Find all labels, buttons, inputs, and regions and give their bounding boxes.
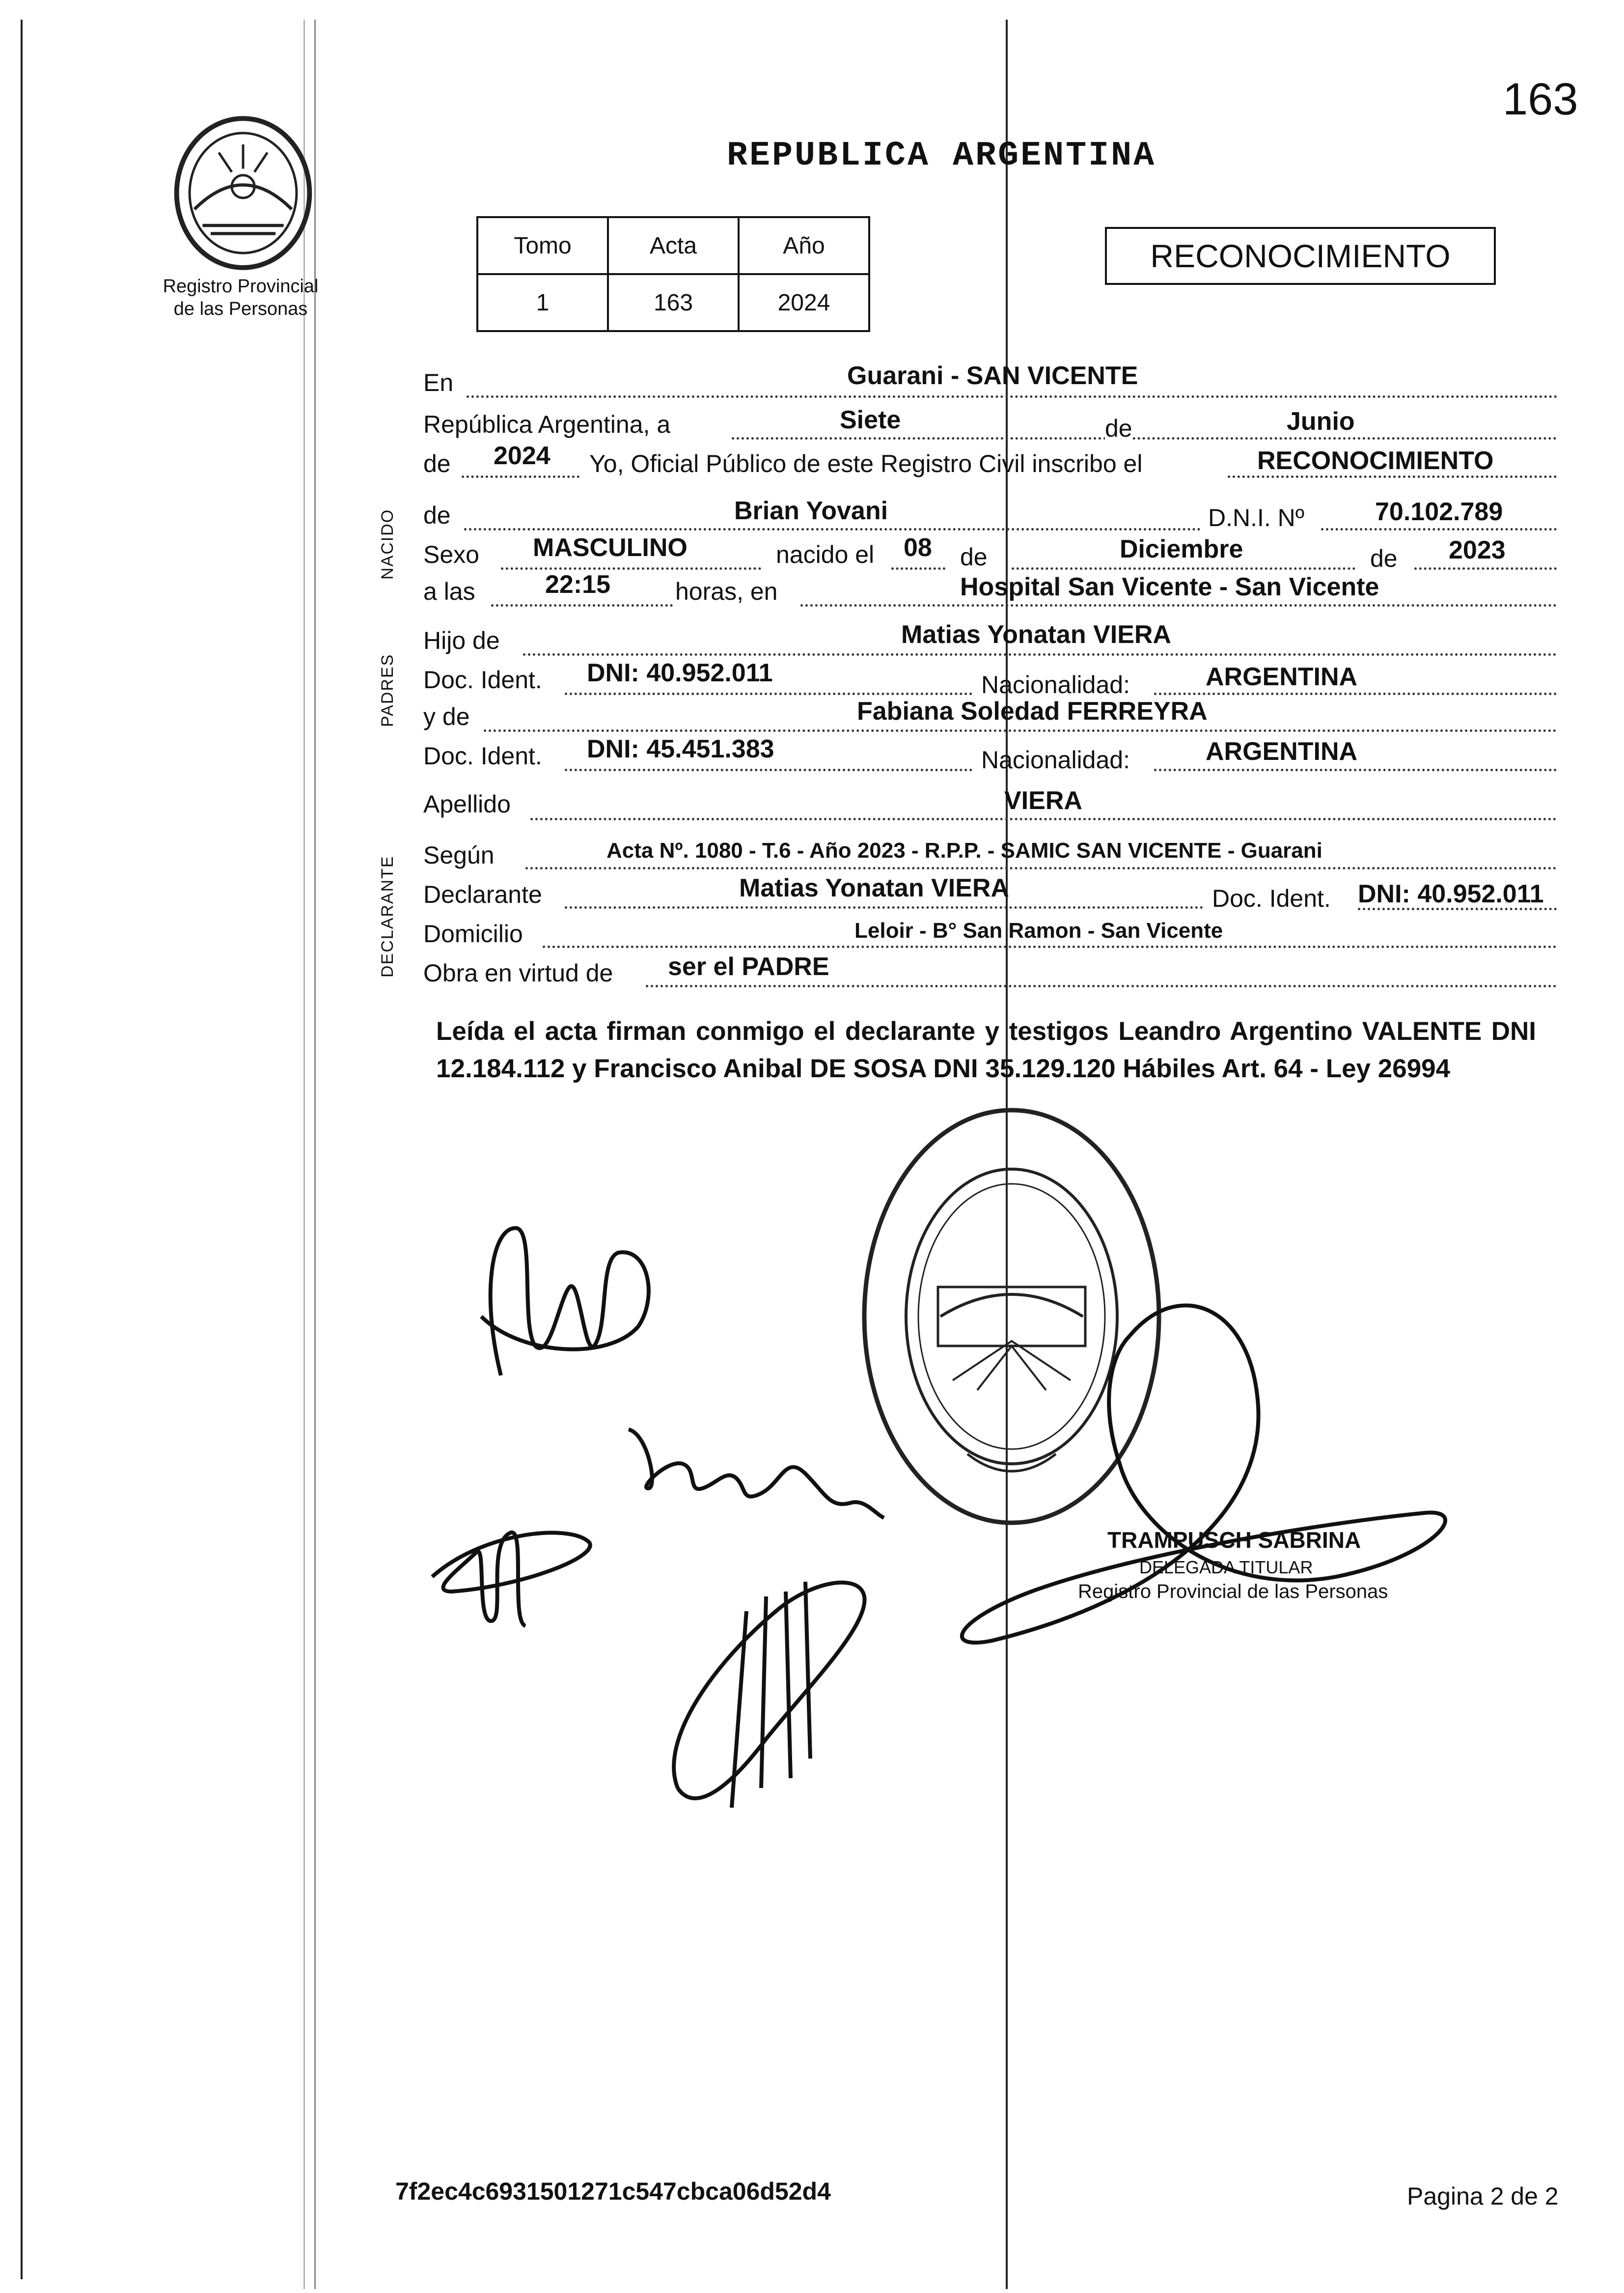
value-apellido: VIERA bbox=[1004, 786, 1082, 815]
label-segun: Según bbox=[423, 841, 495, 869]
dotted-line bbox=[464, 528, 1201, 531]
dotted-line bbox=[467, 395, 1558, 398]
value-dni: 70.102.789 bbox=[1375, 498, 1503, 526]
label-nac-madre: Nacionalidad: bbox=[981, 746, 1130, 774]
value-padre-doc: DNI: 40.952.011 bbox=[587, 659, 773, 687]
value-obra: ser el PADRE bbox=[668, 952, 829, 981]
table-header-tomo: Tomo bbox=[477, 217, 608, 274]
record-table bbox=[476, 216, 870, 332]
dotted-line bbox=[1414, 567, 1557, 570]
value-en: Guarani - SAN VICENTE bbox=[847, 362, 1138, 390]
dotted-line bbox=[530, 818, 1557, 820]
label-nacido-de2: de bbox=[1370, 545, 1398, 572]
dotted-line bbox=[1358, 908, 1557, 910]
value-madre-nac: ARGENTINA bbox=[1206, 737, 1358, 766]
signature-declarante-icon bbox=[462, 1199, 668, 1395]
label-nacido-de: de bbox=[960, 543, 988, 571]
scan-line-margin2 bbox=[303, 20, 305, 2289]
signature-name: TRAMPUSCH SABRINA bbox=[1107, 1527, 1361, 1553]
value-domicilio: Leloir - B° San Ramon - San Vicente bbox=[854, 919, 1223, 943]
table-value-anio: 2024 bbox=[739, 274, 869, 331]
dotted-line bbox=[1228, 475, 1557, 478]
dotted-line bbox=[501, 567, 761, 570]
dotted-line bbox=[891, 567, 945, 570]
side-label-padres: PADRES bbox=[378, 653, 397, 727]
label-de-nombre: de bbox=[423, 502, 451, 529]
value-dia: Siete bbox=[840, 406, 901, 434]
value-inscribo: RECONOCIMIENTO bbox=[1257, 447, 1494, 475]
signature-testigo2-icon bbox=[422, 1503, 599, 1631]
label-doc-declarante: Doc. Ident. bbox=[1212, 885, 1331, 912]
side-label-nacido: NACIDO bbox=[378, 508, 397, 580]
registry-name-line1: Registro Provincial bbox=[163, 276, 319, 297]
label-republica: República Argentina, a bbox=[423, 411, 671, 438]
dotted-line bbox=[491, 604, 673, 607]
dotted-line bbox=[1321, 528, 1557, 531]
label-oficial: Yo, Oficial Público de este Registro Civil inscribo el bbox=[589, 450, 1143, 477]
label-sexo: Sexo bbox=[423, 541, 479, 568]
label-obra: Obra en virtud de bbox=[423, 959, 613, 987]
closing-text: Leída el acta firman conmigo el declarante y testigos Leandro Argentino VALENTE DNI 12.184.112 y Francisco Anibal DE SOSA DNI 35.129.120 Hábiles Art. 64 - Ley 26994 bbox=[436, 1017, 1536, 1083]
label-en: En bbox=[423, 369, 454, 396]
province-seal-icon bbox=[162, 112, 324, 274]
dotted-line bbox=[525, 867, 1557, 869]
label-apellido: Apellido bbox=[423, 790, 511, 818]
document-type-box: RECONOCIMIENTO bbox=[1105, 227, 1496, 285]
value-padre: Matias Yonatan VIERA bbox=[901, 620, 1171, 649]
dotted-line bbox=[484, 729, 1557, 732]
label-a-las: a las bbox=[423, 578, 475, 605]
dotted-line bbox=[1012, 567, 1355, 570]
label-y-de: y de bbox=[423, 703, 470, 730]
dotted-line bbox=[732, 437, 1557, 440]
value-padre-nac: ARGENTINA bbox=[1206, 663, 1358, 691]
table-value-tomo: 1 bbox=[477, 274, 608, 331]
signature-delegada-icon bbox=[933, 1258, 1483, 1675]
label-nac-padre: Nacionalidad: bbox=[981, 671, 1130, 699]
dotted-line bbox=[800, 604, 1557, 607]
label-nacido: nacido el bbox=[776, 541, 875, 568]
label-declarante: Declarante bbox=[423, 881, 542, 908]
country-title: REPUBLICA ARGENTINA bbox=[727, 137, 1156, 175]
value-segun: Acta Nº. 1080 - T.6 - Año 2023 - R.P.P. - SAMIC SAN VICENTE - Guarani bbox=[606, 839, 1322, 863]
label-domicilio: Domicilio bbox=[423, 920, 523, 948]
label-hijo: Hijo de bbox=[423, 627, 500, 654]
dotted-line bbox=[646, 985, 1557, 987]
signature-testigo1-icon bbox=[619, 1415, 894, 1528]
dotted-line bbox=[565, 906, 1203, 909]
signature-role: DELEGADA TITULAR bbox=[1139, 1557, 1313, 1577]
value-sexo: MASCULINO bbox=[533, 533, 688, 562]
label-doc-padre: Doc. Ident. bbox=[423, 666, 542, 694]
value-declarante: Matias Yonatan VIERA bbox=[739, 874, 1009, 902]
value-mes: Junio bbox=[1287, 407, 1355, 436]
side-label-declarante: DECLARANTE bbox=[378, 855, 397, 978]
label-horas-en: horas, en bbox=[675, 578, 778, 605]
table-header-anio: Año bbox=[739, 217, 869, 274]
page-number: 163 bbox=[1503, 74, 1578, 124]
value-hora: 22:15 bbox=[545, 570, 610, 599]
value-nacido-mes: Diciembre bbox=[1120, 535, 1243, 563]
value-madre-doc: DNI: 45.451.383 bbox=[587, 735, 774, 763]
value-nacido-dia: 08 bbox=[904, 533, 932, 562]
scan-line-margin bbox=[314, 20, 316, 2289]
document-hash: 7f2ec4c6931501271c547cbca06d52d4 bbox=[395, 2178, 831, 2205]
scan-line-left bbox=[21, 20, 23, 2279]
dotted-line bbox=[543, 946, 1557, 948]
dotted-line bbox=[1154, 693, 1557, 695]
label-de-anio: de bbox=[423, 450, 451, 477]
value-anio: 2024 bbox=[494, 442, 551, 470]
value-lugar: Hospital San Vicente - San Vicente bbox=[960, 573, 1379, 601]
value-nacido-anio: 2023 bbox=[1449, 536, 1506, 564]
dotted-line bbox=[523, 653, 1557, 656]
value-nombre: Brian Yovani bbox=[734, 497, 888, 525]
table-header-acta: Acta bbox=[608, 217, 739, 274]
page-indicator: Pagina 2 de 2 bbox=[1407, 2182, 1559, 2210]
table-value-acta: 163 bbox=[608, 274, 739, 331]
dotted-line bbox=[565, 693, 972, 695]
dotted-line bbox=[1154, 769, 1557, 771]
value-madre: Fabiana Soledad FERREYRA bbox=[857, 697, 1208, 726]
signature-oficial-icon bbox=[648, 1552, 894, 1827]
label-doc-madre: Doc. Ident. bbox=[423, 742, 542, 770]
signature-institution: Registro Provincial de las Personas bbox=[1078, 1581, 1388, 1602]
dotted-line bbox=[565, 769, 972, 771]
label-de-mes: de bbox=[1105, 415, 1132, 442]
registry-name-line2: de las Personas bbox=[173, 299, 308, 319]
label-dni: D.N.I. Nº bbox=[1208, 504, 1305, 531]
value-declarante-doc: DNI: 40.952.011 bbox=[1358, 880, 1544, 908]
dotted-line bbox=[462, 475, 579, 478]
